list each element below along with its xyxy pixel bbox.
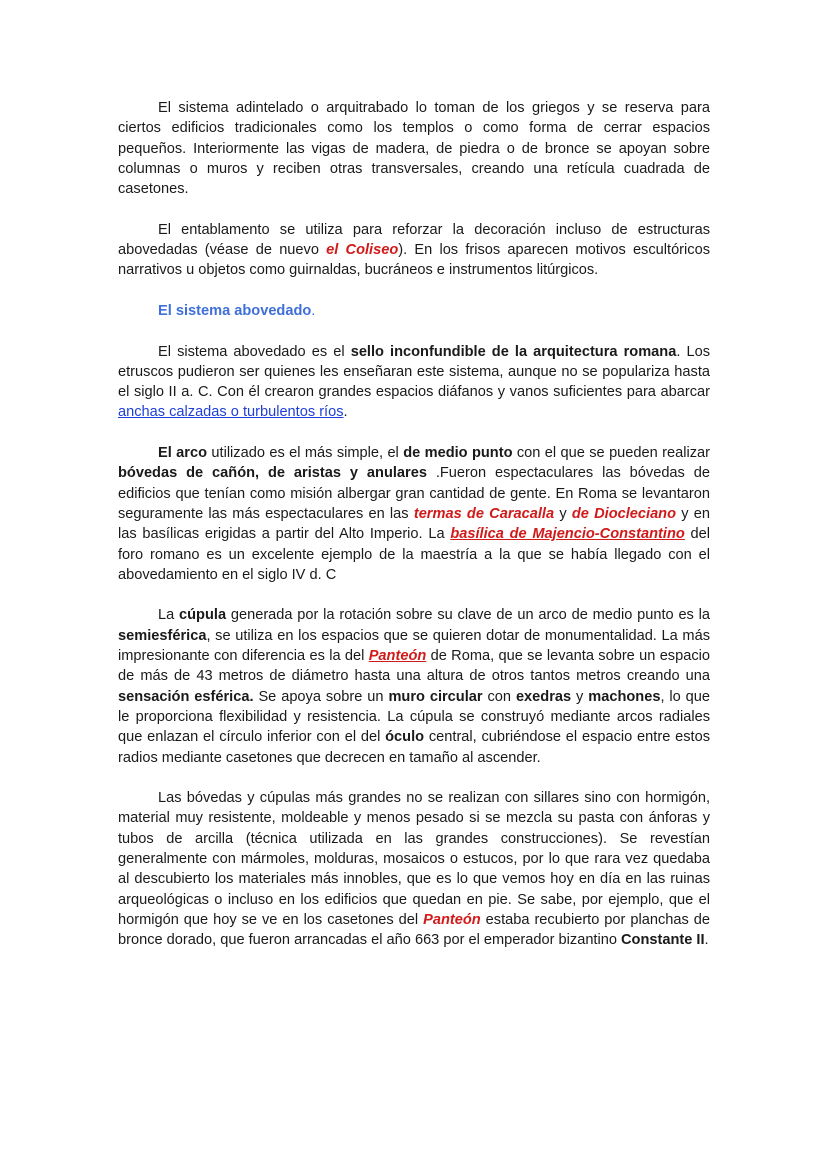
bold-text: bóvedas de cañón, de aristas y anulares [118, 465, 427, 482]
link-diocleciano[interactable]: de Diocleciano [571, 505, 677, 522]
paragraph-arco [118, 443, 710, 585]
bold-text: de medio punto [403, 445, 513, 462]
text-run: generada por la rotación sobre su clave de un arco de medio punto es la [226, 607, 710, 624]
bold-text: óculo [385, 729, 425, 746]
paragraph-sistema-abovedado [118, 342, 710, 423]
text-run: central, cubriéndose el espacio entre estos radios mediante casetones que decrecen en tamaño al ascender. [118, 729, 710, 766]
heading-dot: . [311, 302, 316, 319]
text-run: . [704, 932, 709, 949]
text-run: estaba recubierto por planchas de bronce dorado, que fueron arrancadas el año 663 por el emperador bizantino [118, 911, 710, 949]
bold-text: El arco [158, 445, 208, 462]
bold-text: muro circular [388, 688, 483, 705]
bold-text: machones [588, 688, 661, 705]
bold-text: semiesférica [118, 627, 207, 644]
text-run: del foro romano es un excelente ejemplo de la maestría a la que se había llegado con el abovedamiento en el siglo IV d. C [118, 526, 711, 583]
section-heading [118, 301, 710, 321]
link-panteon[interactable]: Panteón [368, 648, 427, 665]
link-panteon-2[interactable]: Panteón [423, 911, 481, 928]
paragraph-hormigon [118, 788, 710, 950]
bold-text: sensación esférica. [118, 688, 254, 705]
text-run: El entablamento se utiliza para reforzar la decoración incluso de estructuras abovedadas (véase de nuevo [118, 221, 710, 259]
link-basilica-majencio[interactable]: basílica de Majencio-Constantino [450, 526, 685, 543]
bold-text: Constante II [621, 932, 705, 949]
bold-text: exedras [515, 688, 572, 705]
text-run: .Fueron espectaculares las bóvedas de edificios que tenían como misión albergar gran cantidad de gente. En Roma se levantaron seguramente las más espectaculares en las [118, 465, 710, 522]
text-run: . [343, 404, 348, 421]
text-run: La [158, 607, 180, 624]
bold-text: cúpula [179, 607, 227, 624]
paragraph-adintelado [118, 98, 710, 199]
text-run: y [554, 505, 572, 522]
paragraph-text: El sistema adintelado o arquitrabado lo toman de los griegos y se reserva para ciertos edificios tradicionales como los templos o como forma de cerrar espacios pequeños. Interiormente las vigas de madera, de piedra o de bronce se apoyan sobre columnas o muros y reciben otras transversales, creando una retícula cuadrada de casetones. [118, 100, 710, 198]
text-run: utilizado es el más simple, el [207, 445, 404, 462]
link-termas-caracalla[interactable]: termas de Caracalla [413, 505, 555, 522]
paragraph-cupula [118, 605, 710, 767]
text-run: y en las basílicas erigidas a partir del Alto Imperio. La [118, 505, 710, 543]
text-run: ). En los frisos aparecen motivos escultóricos narrativos u objetos como guirnaldas, bucráneos e instrumentos litúrgicos. [118, 242, 710, 279]
text-run: de Roma, que se levanta sobre un espacio de más de 43 metros de diámetro hasta una altura de otros tantos metros creando una [118, 648, 710, 685]
text-run: con [482, 688, 516, 705]
text-run: con el que se pueden realizar [512, 445, 710, 462]
text-run: y [571, 688, 589, 705]
text-run: . Los etruscos pudieron ser quienes les enseñaran este sistema, aunque no se populariza hasta el siglo II a. C. Con él crearon grandes espacios diáfanos y vanos suficientes para abarcar [118, 343, 711, 401]
text-run: , lo que le proporciona flexibilidad y resistencia. La cúpula se construyó mediante arcos radiales que enlazan el círculo inferior con el del [118, 688, 711, 746]
text-run: El sistema abovedado es el [158, 343, 351, 360]
bold-text: sello inconfundible de la arquitectura romana [350, 343, 677, 360]
text-run: Las bóvedas y cúpulas más grandes no se realizan con sillares sino con hormigón, material muy resistente, moldeable y menos pesado si se mezcla su pasta con ánforas y tubos de arcilla (técnica utilizada en las grandes construcciones). Se revestían generalmente con mármoles, molduras, mosaicos o estucos, por lo que rara vez quedaba al descubierto los materiales más innobles, que es lo que vemos hoy en día en las ruinas arqueológicas o incluso en los edificios que quedan en pie. Se sabe, por ejemplo, que el hormigón que hoy se ve en los casetones del [118, 790, 710, 928]
text-run: , se utiliza en los espacios que se quieren dotar de monumentalidad. La más impresionante con diferencia es la del [118, 627, 710, 665]
link-calzadas-rios[interactable]: anchas calzadas o turbulentos ríos [118, 404, 344, 421]
link-coliseo[interactable]: el Coliseo [326, 242, 399, 259]
text-run: Se apoya sobre un [253, 688, 389, 705]
heading-text: El sistema abovedado [158, 302, 312, 319]
document-page [118, 98, 710, 971]
paragraph-entablamento [118, 220, 710, 281]
